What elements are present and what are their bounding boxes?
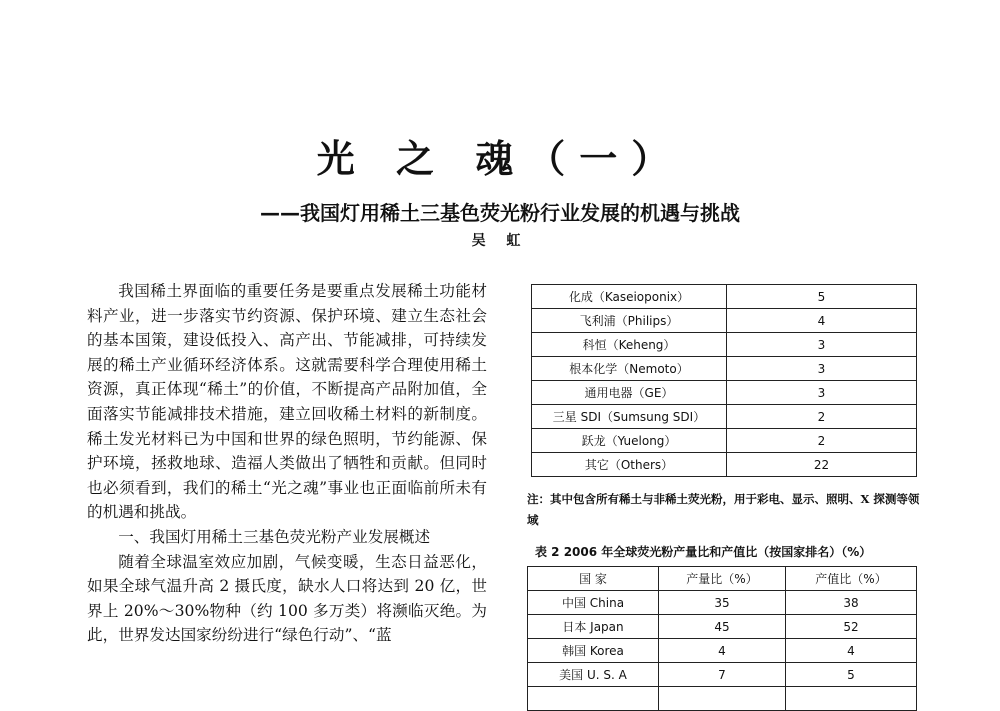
table-cell bbox=[786, 687, 917, 711]
table-cell: 2 bbox=[727, 429, 917, 453]
table-row bbox=[528, 663, 917, 687]
table-cell: 其它（Others） bbox=[532, 453, 727, 477]
table-cell: 3 bbox=[727, 381, 917, 405]
header-cell: 产值比（%） bbox=[786, 567, 917, 591]
table-row bbox=[528, 687, 917, 711]
section-paragraph: 随着全球温室效应加剧，气候变暖，生态日益恶化，如果全球气温升高 2 摄氏度，缺水人口将达到 20 亿，世界上 20%～30%物种（约 100 多万类）将濒临灭绝。为此，世界发达国家纷纷进行“绿色行动”、“蓝 bbox=[87, 552, 487, 645]
intro-paragraph: 我国稀土界面临的重要任务是要重点发展稀土功能材料产业，进一步落实节约资源、保护环境、建立生态社会的基本国策，建设低投入、高产出、节能减排，可持续发展的稀土产业循环经济体系。这就需要科学合理使用稀土资源，真正体现“稀土”的价值，不断提高产品附加值，全面落实节能减排技术措施，建立回收稀土材料的新制度。稀土发光材料已为中国和世界的绿色照明，节约能源、保护环境，拯救地球、造福人类做出了牺牲和贡献。但同时也必须看到，我们的稀土“光之魂”事业也正面临前所未有的机遇和挑战。 bbox=[87, 282, 487, 522]
table-cell: 7 bbox=[659, 663, 786, 687]
table-cell: 中国 China bbox=[528, 591, 659, 615]
table-cell bbox=[528, 687, 659, 711]
table-cell: 22 bbox=[727, 453, 917, 477]
table-cell: 3 bbox=[727, 333, 917, 357]
table-cell: 日本 Japan bbox=[528, 615, 659, 639]
article-author: 吴 虹 bbox=[471, 233, 529, 249]
table-row bbox=[532, 357, 917, 381]
table-cell: 通用电器（GE） bbox=[532, 381, 727, 405]
country-share-table bbox=[527, 566, 917, 711]
table-cell: 38 bbox=[786, 591, 917, 615]
table-cell: 4 bbox=[659, 639, 786, 663]
table-cell: 化成（Kaseioponix） bbox=[532, 285, 727, 309]
table-cell: 飞利浦（Philips） bbox=[532, 309, 727, 333]
table-row bbox=[532, 285, 917, 309]
table-cell: 35 bbox=[659, 591, 786, 615]
table-row bbox=[532, 405, 917, 429]
table-cell: 根本化学（Nemoto） bbox=[532, 357, 727, 381]
table-header-row bbox=[528, 567, 917, 591]
table-cell: 跃龙（Yuelong） bbox=[532, 429, 727, 453]
table-note: 注：其中包含所有稀土与非稀土荧光粉，用于彩电、显示、照明、X 探测等领域 bbox=[527, 492, 920, 527]
section-heading: 一、我国灯用稀土三基色荧光粉产业发展概述 bbox=[118, 527, 431, 546]
table2-caption: 表 2 2006 年全球荧光粉产量比和产值比（按国家排名）（%） bbox=[535, 545, 872, 559]
table-cell: 美国 U. S. A bbox=[528, 663, 659, 687]
table-cell: 5 bbox=[727, 285, 917, 309]
table-row bbox=[532, 333, 917, 357]
table-cell: 52 bbox=[786, 615, 917, 639]
table-cell: 4 bbox=[786, 639, 917, 663]
table-row bbox=[532, 453, 917, 477]
table-row bbox=[528, 639, 917, 663]
article-subtitle: ——我国灯用稀土三基色荧光粉行业发展的机遇与挑战 bbox=[260, 201, 740, 225]
table-cell: 5 bbox=[786, 663, 917, 687]
article-title: 光 之 魂（一） bbox=[316, 136, 684, 181]
table-row bbox=[528, 615, 917, 639]
table-row bbox=[532, 309, 917, 333]
table-cell: 45 bbox=[659, 615, 786, 639]
table-row bbox=[528, 591, 917, 615]
table-cell: 科恒（Keheng） bbox=[532, 333, 727, 357]
table-row bbox=[532, 429, 917, 453]
table-cell: 4 bbox=[727, 309, 917, 333]
table-cell: 3 bbox=[727, 357, 917, 381]
company-share-table bbox=[531, 284, 917, 477]
table-cell bbox=[659, 687, 786, 711]
table-cell: 2 bbox=[727, 405, 917, 429]
table-row bbox=[532, 381, 917, 405]
table-cell: 韩国 Korea bbox=[528, 639, 659, 663]
header-cell: 产量比（%） bbox=[659, 567, 786, 591]
header-cell: 国 家 bbox=[528, 567, 659, 591]
left-column bbox=[87, 279, 487, 648]
table-cell: 三星 SDI（Sumsung SDI） bbox=[532, 405, 727, 429]
